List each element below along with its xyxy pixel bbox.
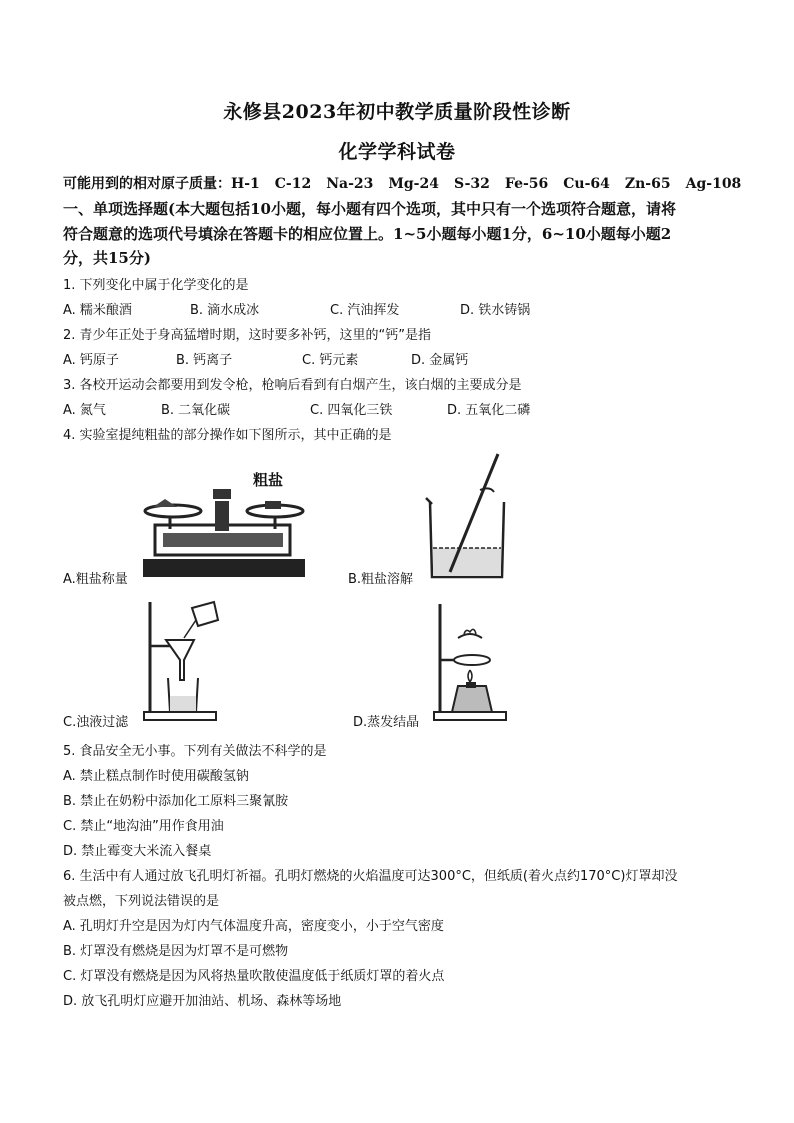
question-5-option-c: C. 禁止“地沟油”用作食用油: [63, 819, 224, 834]
figure-label-d: D.蒸发结晶: [353, 715, 420, 730]
filtration-figure: [140, 600, 220, 722]
question-2-option-c: C. 钙元素: [302, 353, 359, 368]
question-5-stem: 5. 食品安全无小事。下列有关做法不科学的是: [63, 744, 327, 759]
figure-label-b: B.粗盐溶解: [348, 572, 414, 587]
balance-pointer: [215, 501, 229, 531]
atomic-mass-item: Mg-24: [388, 176, 439, 192]
question-4-stem: 4. 实验室提纯粗盐的部分操作如下图所示，其中正确的是: [63, 428, 392, 443]
question-3-option-c: C. 四氧化三铁: [310, 403, 393, 418]
beaker-liquid: [433, 548, 501, 576]
question-1-option-c: C. 汽油挥发: [330, 303, 400, 318]
exam-subtitle: 化学学科试卷: [338, 141, 456, 163]
question-6-option-a: A. 孔明灯升空是因为灯内气体温度升高，密度变小，小于空气密度: [63, 919, 444, 934]
balance-scale: [163, 533, 283, 547]
stand-base: [144, 712, 216, 720]
atomic-mass-item: Ag-108: [685, 176, 742, 192]
atomic-mass-item: Cu-64: [563, 176, 610, 192]
pouring-beaker: [192, 602, 218, 626]
question-6-option-d: D. 放飞孔明灯应避开加油站、机场、森林等场地: [63, 994, 342, 1009]
question-3-option-d: D. 五氧化二磷: [447, 403, 531, 418]
question-2-stem: 2. 青少年正处于身高猛增时期，这时要多补钙，这里的“钙”是指: [63, 328, 432, 343]
question-5-option-b: B. 禁止在奶粉中添加化工原料三聚氰胺: [63, 794, 289, 809]
section-heading-line: 符合题意的选项代号填涂在答题卡的相应位置上。1~5小题每小题1分，6~10小题每小题2: [63, 224, 672, 243]
question-2-option-d: D. 金属钙: [411, 353, 469, 368]
atomic-mass-item: Zn-65: [624, 176, 671, 192]
figure-label-c: C.浊液过滤: [63, 715, 129, 730]
section-heading-line: 分，共15分): [63, 249, 151, 267]
question-5-option-d: D. 禁止霉变大米流入餐桌: [63, 844, 212, 859]
question-2-option-b: B. 钙离子: [176, 353, 233, 368]
atomic-masses: [63, 173, 743, 193]
question-6-option-c: C. 灯罩没有燃烧是因为风将热量吹散使温度低于纸质灯罩的着火点: [63, 969, 445, 984]
question-3-stem: 3. 各校开运动会都要用到发令枪，枪响后看到有白烟产生，该白烟的主要成分是: [63, 378, 522, 393]
question-6-stem-line-2: 被点燃，下列说法错误的是: [63, 894, 220, 909]
question-3-option-b: B. 二氧化碳: [161, 403, 231, 418]
atomic-mass-item: Na-23: [326, 176, 374, 192]
stand-base: [434, 712, 506, 720]
question-1-stem: 1. 下列变化中属于化学变化的是: [63, 278, 249, 293]
question-6-option-b: B. 灯罩没有燃烧是因为灯罩不是可燃物: [63, 944, 289, 959]
evaporation-figure: [430, 600, 510, 722]
question-1-option-a: A. 糯米酿酒: [63, 303, 132, 318]
funnel: [166, 640, 194, 680]
dissolving-figure: [420, 452, 515, 582]
section-heading-line: 一、单项选择题(本大题包括10小题，每小题有四个选项，其中只有一个选项符合题意，请将: [63, 200, 676, 218]
flame: [468, 670, 472, 682]
atomic-mass-item: S-32: [453, 176, 490, 192]
exam-title: 永修县2023年初中教学质量阶段性诊断: [223, 101, 571, 123]
alcohol-lamp: [452, 686, 492, 712]
balance-figure: [135, 463, 310, 583]
evaporating-dish: [454, 655, 490, 665]
question-6-stem-line-1: 6. 生活中有人通过放飞孔明灯祈福。孔明灯燃烧的火焰温度可达300°C，但纸质(着火点约170°C)灯罩却没: [63, 869, 678, 884]
figure-label-a: A.粗盐称量: [63, 572, 128, 587]
question-1-option-b: B. 滴水成冰: [190, 303, 260, 318]
question-5-option-a: A. 禁止糕点制作时使用碳酸氢钠: [63, 769, 249, 784]
balance-label: 粗盐: [253, 471, 284, 489]
atomic-mass-item: H-1: [231, 176, 260, 192]
atomic-mass-item: Fe-56: [504, 176, 549, 192]
atomic-mass-item: C-12: [274, 176, 312, 192]
question-2-option-a: A. 钙原子: [63, 353, 119, 368]
question-3-option-a: A. 氮气: [63, 403, 106, 418]
section-heading: [63, 197, 733, 271]
question-1-option-d: D. 铁水铸锅: [460, 303, 531, 318]
atomic-masses-label: 可能用到的相对原子质量：: [63, 176, 231, 192]
balance-base: [143, 559, 305, 577]
